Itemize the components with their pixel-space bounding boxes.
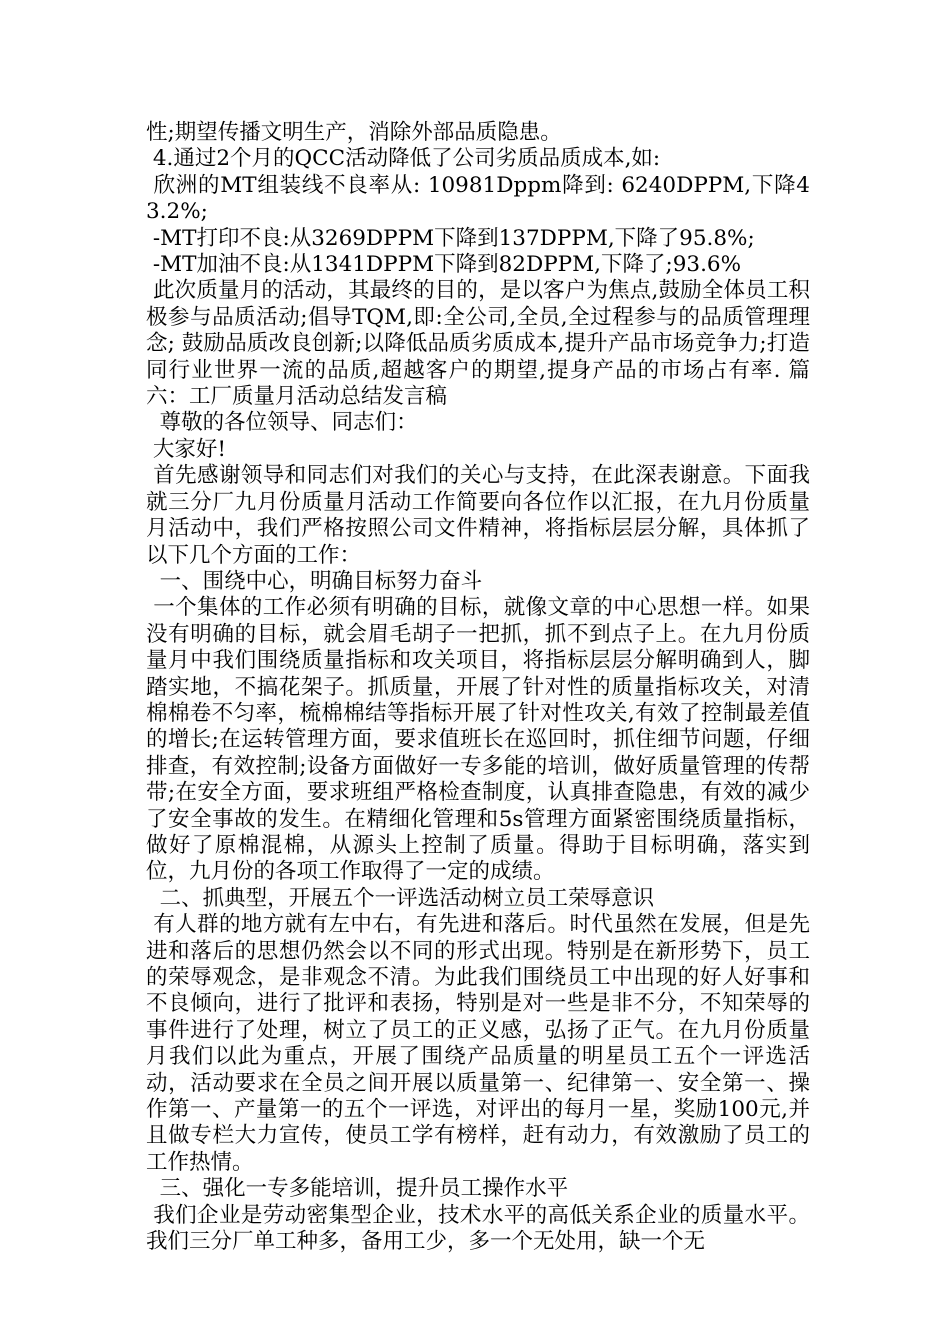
section-heading: 三、强化一专多能培训，提升员工操作水平 [146,1176,569,1202]
section-heading: 一、围绕中心，明确目标努力奋斗 [146,568,483,594]
paragraph: 大家好! [146,436,226,462]
paragraph: 一个集体的工作必须有明确的目标，就像文章的中心思想一样。如果没有明确的目标，就会眉毛胡子一把抓，抓不到点子上。在九月份质量月中我们围绕质量指标和攻关项目，将指标层层分解明确到人，脚踏实地，不搞花架子。抓质量，开展了针对性的质量指标攻关，对清棉棉卷不匀率，梳棉棉结等指标开展了针对性攻关,有效了控制最差值的增长;在运转管理方面，要求值班长在巡回时，抓住细节问题，仔细排查，有效控制;设备方面做好一专多能的培训，做好质量管理的传帮带;在安全方面，要求班组严格检查制度，认真排查隐患，有效的减少了安全事故的发生。在精细化管理和5s管理方面紧密围绕质量指标，做好了原棉混棉，从源头上控制了质量。得助于目标明确，落实到位，九月份的各项工作取得了一定的成绩。 [146,595,810,885]
section-heading: 二、抓典型，开展五个一评选活动树立员工荣辱意识 [146,885,655,911]
paragraph: 4.通过2个月的QCC活动降低了公司劣质品质成本,如: [146,146,661,172]
paragraph: 欣洲的MT组装线不良率从: 10981Dppm降到: 6240DPPM,下降43.2%; [146,172,810,225]
paragraph: 性;期望传播文明生产，消除外部品质隐患。 [146,120,562,145]
paragraph: 尊敬的各位领导、同志们： [146,410,418,436]
paragraph: 有人群的地方就有左中右，有先进和落后。时代虽然在发展，但是先进和落后的思想仍然会以不同的形式出现。特别是在新形势下，员工的荣辱观念，是非观念不清。为此我们围绕员工中出现的好人好事和不良倾向，进行了批评和表扬，特别是对一些是非不分，不知荣辱的事件进行了处理，树立了员工的正义感，弘扬了正气。在九月份质量月我们以此为重点，开展了围绕产品质量的明星员工五个一评选活动，活动要求在全员之间开展以质量第一、纪律第一、安全第一、操作第一、产量第一的五个一评选，对评出的每月一星，奖励100元,并且做专栏大力宣传，使员工学有榜样，赶有动力，有效激励了员工的工作热情。 [146,912,810,1175]
paragraph: -MT加油不良:从1341DPPM下降到82DPPM,下降了;93.6% [146,252,742,278]
paragraph: 首先感谢领导和同志们对我们的关心与支持，在此深表谢意。下面我就三分厂九月份质量月活动工作简要向各位作以汇报，在九月份质量月活动中，我们严格按照公司文件精神，将指标层层分解，具体抓了以下几个方面的工作： [146,463,810,568]
paragraph: -MT打印不良:从3269DPPM下降到137DPPM,下降了95.8%; [146,225,755,251]
paragraph: 我们企业是劳动密集型企业，技术水平的高低关系企业的质量水平。我们三分厂单工种多，备用工少，多一个无处用，缺一个无 [146,1202,810,1255]
document-page [146,120,810,1255]
paragraph: 此次质量月的活动，其最终的目的，是以客户为焦点,鼓励全体员工积极参与品质活动;倡导TQM,即:全公司,全员,全过程参与的品质管理理念; 鼓励品质改良创新;以降低品质劣质成本,提升产品市场竞争力;打造同行业世界一流的品质,超越客户的期望,提身产品的市场占有率. 篇六：工厂质量月活动总结发言稿 [146,278,810,410]
